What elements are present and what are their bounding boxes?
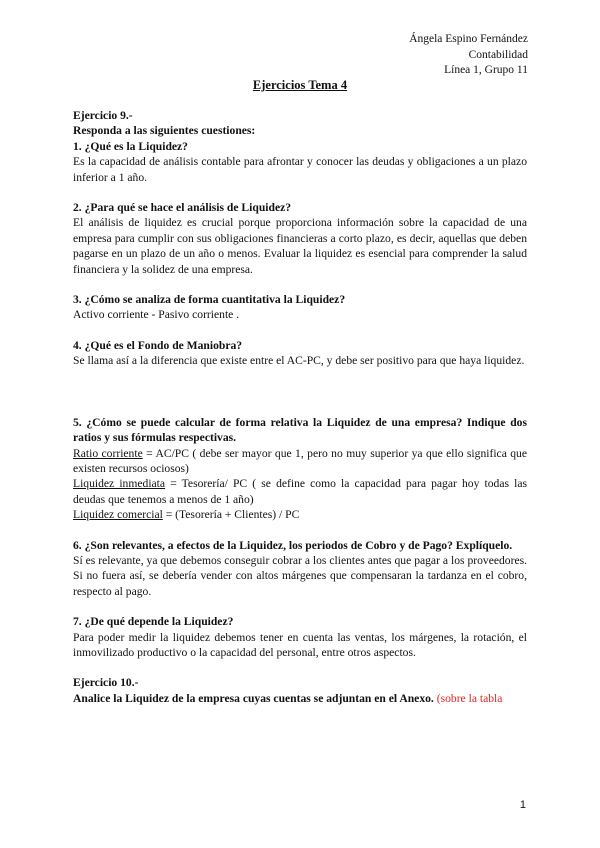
answer-3: Activo corriente - Pasivo corriente . [73,308,240,322]
ratio-corriente-label: Ratio corriente [73,446,143,460]
answer-1: Es la capacidad de análisis contable para afrontar y conocer las deudas y obligaciones a un plazo inferior a 1 año. [73,155,527,184]
liquidez-inmediata-text: = Tesorería/ PC ( se define como la capacidad para pagar hoy todas las deudas que tenemos a menos de 1 año) [73,477,527,506]
author-name: Ángela Espino Fernández [409,33,528,45]
exercise-9-instruction: Responda a las siguientes cuestiones: [73,124,256,138]
answer-4: Se llama así a la diferencia que existe entre el AC-PC, y debe ser positivo para que haya liquidez. [73,354,525,368]
page-number: 1 [519,799,526,811]
exercise-10-instruction-text: Analice la Liquidez de la empresa cuyas cuentas se adjuntan en el Anexo. [73,691,434,705]
exercise-9-heading: Ejercicio 9.- [73,109,133,122]
document-body [73,108,527,706]
liquidez-comercial-label: Liquidez comercial [73,508,163,522]
liquidez-inmediata-label: Liquidez inmediata [73,477,166,491]
answer-5-ratio-corriente [73,446,527,477]
question-3: 3. ¿Cómo se analiza de forma cuantitativa la Liquidez? [73,293,346,307]
exercise-10-note: (sobre la tabla [436,691,503,705]
liquidez-comercial-text: = (Tesorería + Clientes) / PC [162,508,300,522]
question-1: 1. ¿Qué es la Liquidez? [73,139,188,153]
question-4: 4. ¿Qué es el Fondo de Maniobra? [73,338,243,352]
ratio-corriente-text: = AC/PC ( debe ser mayor que 1, pero no muy superior ya que ello significa que existen recursos ociosos) [73,446,527,475]
group-name: Línea 1, Grupo 11 [444,64,528,77]
question-2: 2. ¿Para qué se hace el análisis de Liquidez? [73,201,292,215]
exercise-10-heading: Ejercicio 10.- [73,676,139,690]
answer-5-liquidez-comercial [73,507,527,522]
answer-2: El análisis de liquidez es crucial porque proporciona información sobre la capacidad de una empresa para cumplir con sus obligaciones financieras a corto plazo, es decir, aquellas que deben pagarse en un plazo de un año o menos. Evaluar la liquidez es esencial para comprender la salud financiera y la solidez de una empresa. [73,216,527,276]
answer-6: Sí es relevante, ya que debemos conseguir cobrar a los clientes antes que pagar a los proveedores. Si no fuera así, se debería vender con altos márgenes que compensaran la tardanza en el cobro, respecto al pago. [73,553,527,598]
question-5: 5. ¿Cómo se puede calcular de forma relativa la Liquidez de una empresa? Indique dos ratios y sus fórmulas respectivas. [73,415,527,445]
exercise-10-instruction [73,691,527,706]
question-6: 6. ¿Son relevantes, a efectos de la Liquidez, los periodos de Cobro y de Pago? Explíquelo. [73,538,513,552]
author-block [409,32,528,79]
document-title: Ejercicios Tema 4 [252,78,348,92]
question-7: 7. ¿De qué depende la Liquidez? [73,615,234,629]
subject-name: Contabilidad [468,48,528,61]
answer-7: Para poder medir la liquidez debemos tener en cuenta las ventas, los márgenes, la rotación, el inmovilizado productivo o la capacidad del personal, entre otros aspectos. [73,630,527,659]
answer-5-liquidez-inmediata [73,476,527,507]
